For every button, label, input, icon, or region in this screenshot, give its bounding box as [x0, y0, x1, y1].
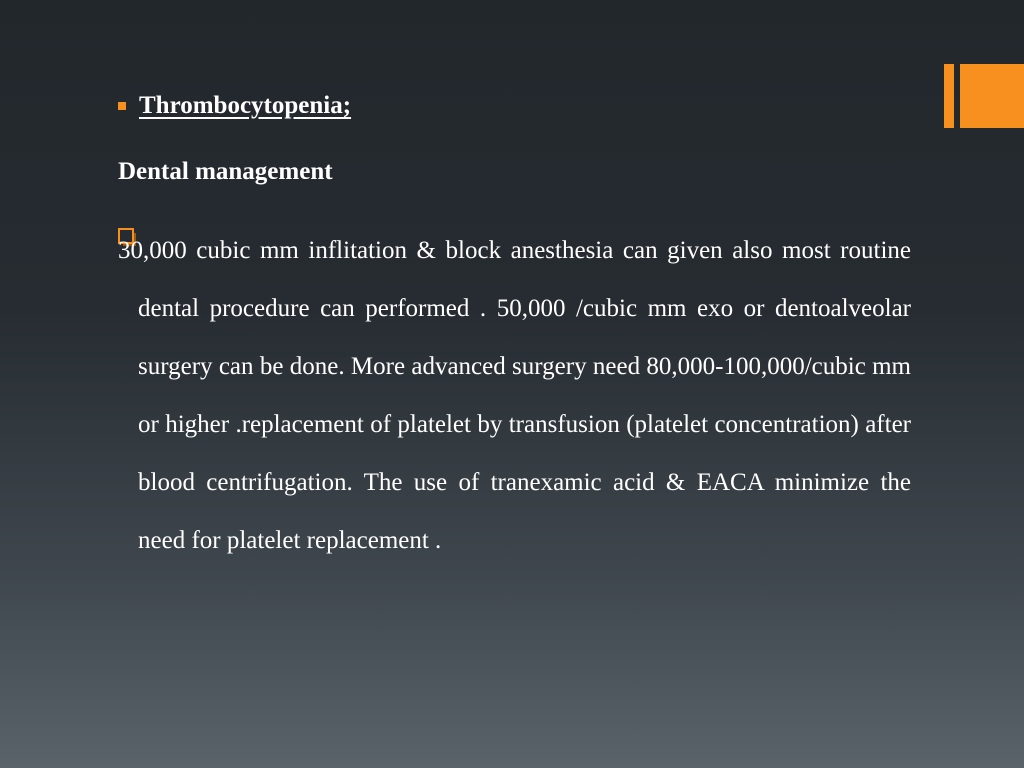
- accent-bar-thin: [944, 64, 954, 128]
- square-bullet-icon: [118, 102, 126, 110]
- heading-bullet-item: [118, 92, 351, 120]
- management-paragraph: [118, 222, 911, 570]
- accent-bar-wide: [960, 64, 1024, 128]
- section-title: Dental management: [118, 158, 333, 185]
- corner-accent-decoration: [944, 64, 1024, 128]
- paragraph-text: 30,000 cubic mm inflitation & block anesthesia can given also most routine dental procedure can performed . 50,000 /cubic mm exo or dentoalveolar surgery can be done. More advanced surgery need 80,000-100,000/cubic mm or higher .replacement of platelet by transfusion (platelet concentration) after blood centrifugation. The use of tranexamic acid & EACA minimize the need for platelet replacement .: [118, 237, 911, 554]
- slide-heading: Thrombocytopenia;: [139, 92, 352, 119]
